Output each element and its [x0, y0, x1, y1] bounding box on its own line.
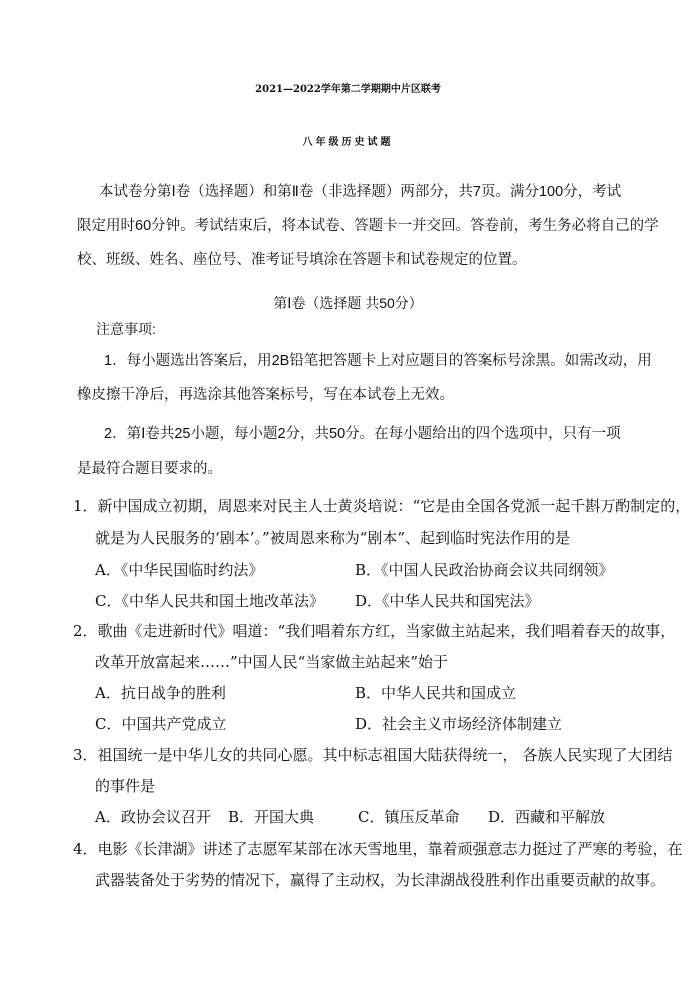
question-2-option-d: D．社会主义市场经济体制建立: [355, 715, 563, 733]
notice-label: 注意事项:: [96, 321, 156, 337]
question-4-stem-line2: 武器装备处于劣势的情况下，赢得了主动权，为长津湖战役胜利作出重要贡献的故事。: [95, 871, 666, 889]
question-1-option-a: A．《中华民国临时约法》: [95, 561, 264, 579]
question-1-option-b: B．《中国人民政治协商会议共同纲领》: [355, 561, 614, 579]
question-2-option-b: B．中华人民共和国成立: [355, 684, 517, 702]
question-2-stem-line1: 2．歌曲《走进新时代》唱道：“我们唱着东方红，当家做主站起来，我们唱着春天的故事，: [73, 622, 676, 640]
question-1-option-d: D．《中华人民共和国宪法》: [355, 592, 540, 610]
question-1-stem-line1: 1．新中国成立初期，周恩来对民主人士黄炎培说：“它是由全国各党派一起千斟万酌制定的，: [73, 497, 691, 515]
question-1-stem-line2: 就是为人民服务的‘剧本’。”被周恩来称为“剧本”、起到临时宪法作用的是: [95, 529, 571, 547]
intro-line-3: 校、班级、姓名、座位号、准考证号填涂在答题卡和试卷规定的位置。: [77, 252, 527, 268]
notice-item-2-line2: 是最符合题目要求的。: [77, 461, 222, 477]
notice-item-1-line1: 1．每小题选出答案后，用2B铅笔把答题卡上对应题目的答案标号涂黑。如需改动，用: [104, 353, 652, 369]
section-title: 第Ⅰ卷（选择题 共50分）: [273, 295, 423, 311]
question-1-option-c: C．《中华人民共和国土地改革法》: [95, 592, 324, 610]
notice-item-2-line1: 2．第Ⅰ卷共25小题，每小题2分，共50分。在每小题给出的四个选项中，只有一项: [104, 426, 621, 442]
question-3-stem-line1: 3．祖国统一是中华儿女的共同心愿。其中标志祖国大陆获得统一， 各族人民实现了大团结: [73, 746, 673, 764]
question-3-option-b: B．开国大典: [228, 808, 315, 826]
question-3-option-a: A．政协会议召开: [95, 808, 211, 826]
question-2-stem-line2: 改革开放富起来……”中国人民“当家做主站起来”始于: [95, 653, 449, 671]
intro-line-2: 限定用时60分钟。考试结束后，将本试卷、答题卡一并交回。答卷前，考生务必将自己的学: [77, 218, 659, 234]
exam-title-line2: 八年级历史试题: [302, 137, 394, 148]
intro-line-1: 本试卷分第Ⅰ卷（选择题）和第Ⅱ卷（非选择题）两部分，共7页。满分100分，考试: [99, 184, 622, 200]
question-2-option-a: A．抗日战争的胜利: [95, 684, 226, 702]
notice-item-1-line2: 橡皮擦干净后，再选涂其他答案标号，写在本试卷上无效。: [77, 387, 454, 403]
exam-title-line1: 2021—2022学年第二学期期中片区联考: [255, 84, 441, 95]
question-4-stem-line1: 4．电影《长津湖》讲述了志愿军某部在冰天雪地里，靠着顽强意志力挺过了严寒的考验，在: [73, 840, 683, 858]
question-3-stem-line2: 的事件是: [95, 777, 156, 795]
question-3-option-d: D．西藏和平解放: [488, 808, 606, 826]
question-3-option-c: C．镇压反革命: [358, 808, 460, 826]
question-2-option-c: C．中国共产党成立: [95, 715, 227, 733]
